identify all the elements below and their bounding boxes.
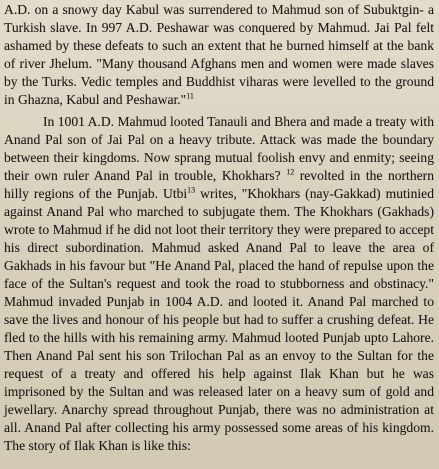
footnote-ref-13: 13 bbox=[187, 185, 196, 195]
footnote-ref-12: 12 bbox=[286, 167, 295, 177]
paragraph-2-text-part-2: revolted in the northern hilly regions of the Punjab. Utbi bbox=[4, 168, 434, 201]
paragraph-2-text-part-3: writes, "Khokhars (nay-Gakkad) mutinied against Anand Pal who marched to subjugate them. The Khokhars (Gakhads) wrote to Mahmud if he did not loot their territory they were prepared to accept his direct subordination. Mahmud asked Anand Pal to leave the area of Gakhads in his favour but "He Anand Pal, placed the hand of repulse upon the face of the Sultan's request and took the road to stubborness and obstinacy." Mahmud invaded Punjab in 1004 A.D. and looted it. Anand Pal marched to save the lives and honour of his people but had to suffer a crushing defeat. He fled to the hills with his remaining army. Mahmud looted Punjab upto Lahore. Then Anand Pal sent his son Trilochan Pal as an envoy to the Sultan for the request of a treaty and offered his help against Ilak Khan but he was imprisoned by the Sultan and was released later on a heavy sum of gold and jewellary. Anarchy spread throughout Punjab, there was no administration at all. Anand Pal after collecting his army possessed some areas of his kingdom. The story of Ilak Khan is like this: bbox=[4, 186, 434, 453]
paragraph-1-text: A.D. on a snowy day Kabul was surrendered to Mahmud son of Subuktgin- a Turkish slave. In 997 A.D. Peshawar was conquered by Mahmud. Jai Pal felt ashamed by these defeats to such an extent that he burned himself at the bank of river Jhelum. "Many thousand Afghans men and women were made slaves by the Turks. Vedic temples and Buddhist viharas were levelled to the ground in Ghazna, Kabul and Peshawar." bbox=[4, 2, 434, 107]
paragraph-2-text-part-1: In 1001 A.D. Mahmud looted Tanauli and Bhera and made a treaty with Anand Pal son of Jai Pal on a heavy tribute. Attack was made the boundary between their kingdoms. Now sprang mutual foolish envy and enmity; seeing their own ruler Anand Pal in trouble, Khokhars? bbox=[4, 114, 434, 183]
page-text bbox=[4, 1, 434, 455]
paragraph-1 bbox=[4, 1, 434, 109]
paragraph-2 bbox=[4, 113, 434, 455]
footnote-ref-11: 11 bbox=[186, 91, 194, 101]
